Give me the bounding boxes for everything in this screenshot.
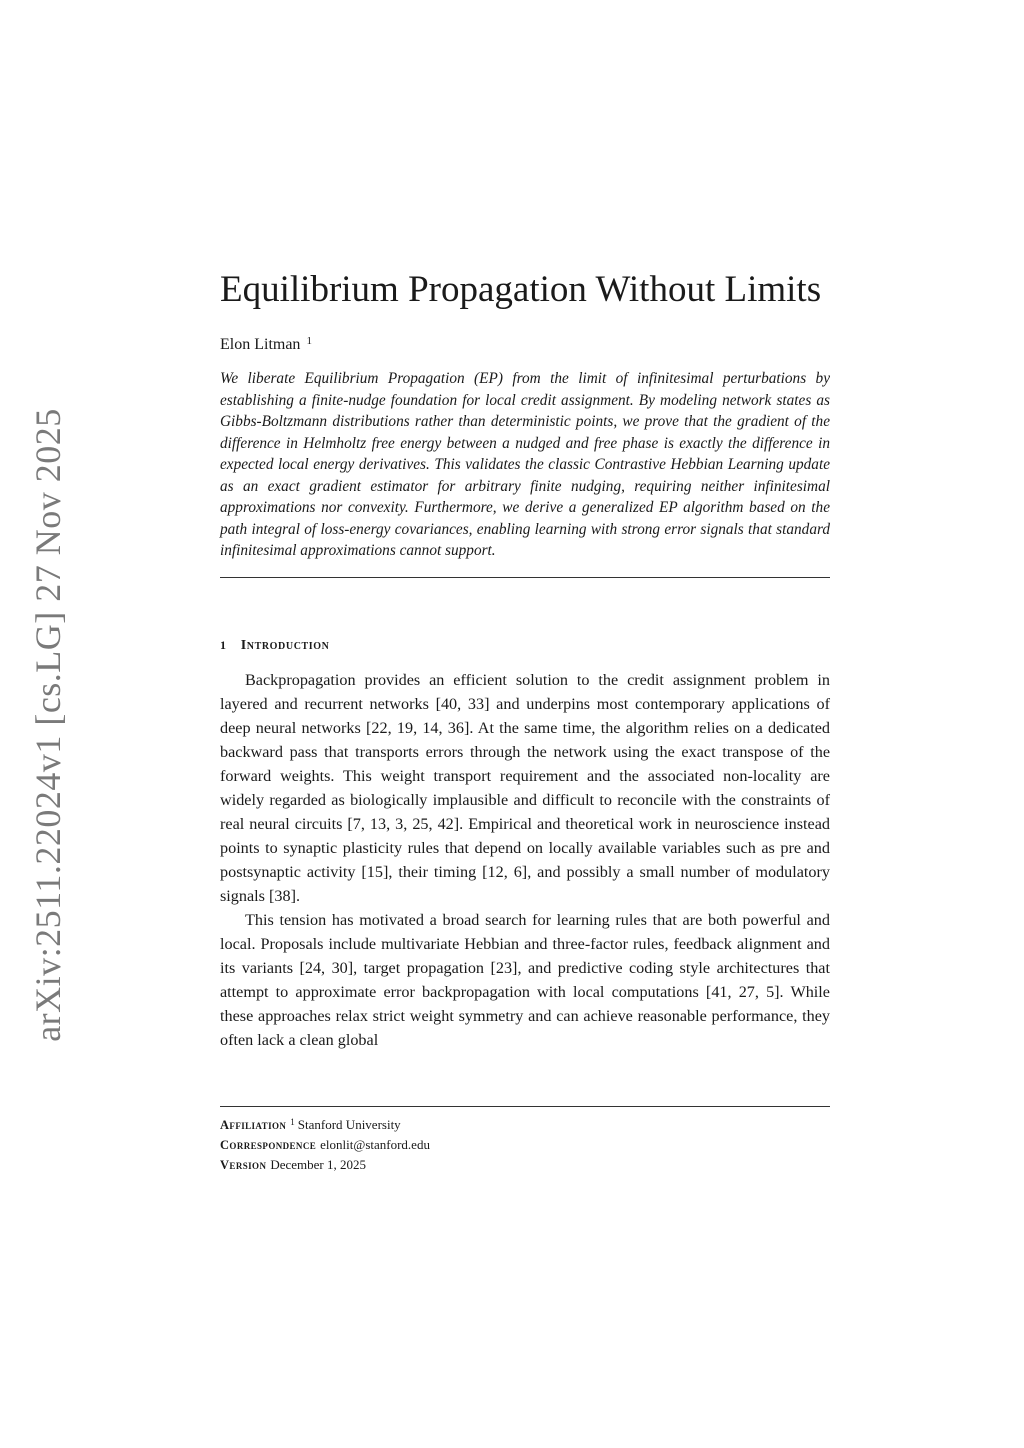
author-name: Elon Litman (220, 336, 301, 353)
section-title: Introduction (240, 638, 330, 653)
version-line (220, 1155, 430, 1175)
introduction-body (220, 668, 830, 1052)
section-heading-introduction (220, 638, 330, 654)
affiliation-line (220, 1113, 430, 1135)
footer-divider (220, 1106, 830, 1107)
version-label: Version (220, 1158, 267, 1172)
abstract-divider (220, 577, 830, 578)
affiliation-value: Stanford University (297, 1117, 401, 1132)
body-paragraph-2: This tension has motivated a broad search for learning rules that are both powerful and local. Proposals include multivariate Hebbian and three-factor rules, feedback alignment and its variants [24, 30], target propagation [23], and predictive coding style architectures that attempt to approximate error backpropagation with local computations [41, 27, 5]. While these approaches relax strict weight symmetry and can achieve reasonable performance, they often lack a clean global (220, 911, 830, 1049)
footer-metadata (220, 1113, 430, 1175)
affiliation-mark: 1 (290, 1117, 295, 1127)
paper-title: Equilibrium Propagation Without Limits (220, 269, 822, 310)
version-date: December 1, 2025 (270, 1157, 367, 1172)
correspondence-label: Correspondence (220, 1138, 317, 1152)
abstract: We liberate Equilibrium Propagation (EP) from the limit of infinitesimal perturbations by establishing a finite-nudge foundation for local credit assignment. By modeling network states as Gibbs-Boltzmann distributions rather than deterministic points, we prove that the gradient of the difference in Helmholtz free energy between a nudged and free phase is exactly the difference in expected local energy derivatives. This validates the classic Contrastive Hebbian Learning update as an exact gradient estimator for arbitrary finite nudging, requiring neither infinitesimal approximations nor convexity. Furthermore, we derive a generalized EP algorithm based on the path integral of loss-energy covariances, enabling learning with strong error signals that standard infinitesimal approximations cannot support. (220, 370, 830, 559)
body-paragraph-1: Backpropagation provides an efficient solution to the credit assignment problem in layered and recurrent networks [40, 33] and underpins most contemporary applications of deep neural networks [22, 19, 14, 36]. At the same time, the algorithm relies on a dedicated backward pass that transports errors through the network using the exact transpose of the forward weights. This weight transport requirement and the associated non-locality are widely regarded as biologically implausible and difficult to reconcile with the constraints of real neural circuits [7, 13, 3, 25, 42]. Empirical and theoretical work in neuroscience instead points to synaptic plasticity rules that depend on locally available variables such as pre and postsynaptic activity [15], their timing [12, 6], and possibly a small number of modulatory signals [38]. (220, 671, 830, 905)
affiliation-label: Affiliation (220, 1118, 287, 1132)
arxiv-identifier-stamp: arXiv:2511.22024v1 [cs.LG] 27 Nov 2025 (28, 408, 68, 1042)
correspondence-line (220, 1135, 430, 1155)
correspondence-email[interactable]: elonlit@stanford.edu (320, 1137, 430, 1152)
author-line (220, 335, 312, 354)
author-affiliation-mark: 1 (306, 335, 312, 347)
section-number: 1 (220, 638, 227, 652)
